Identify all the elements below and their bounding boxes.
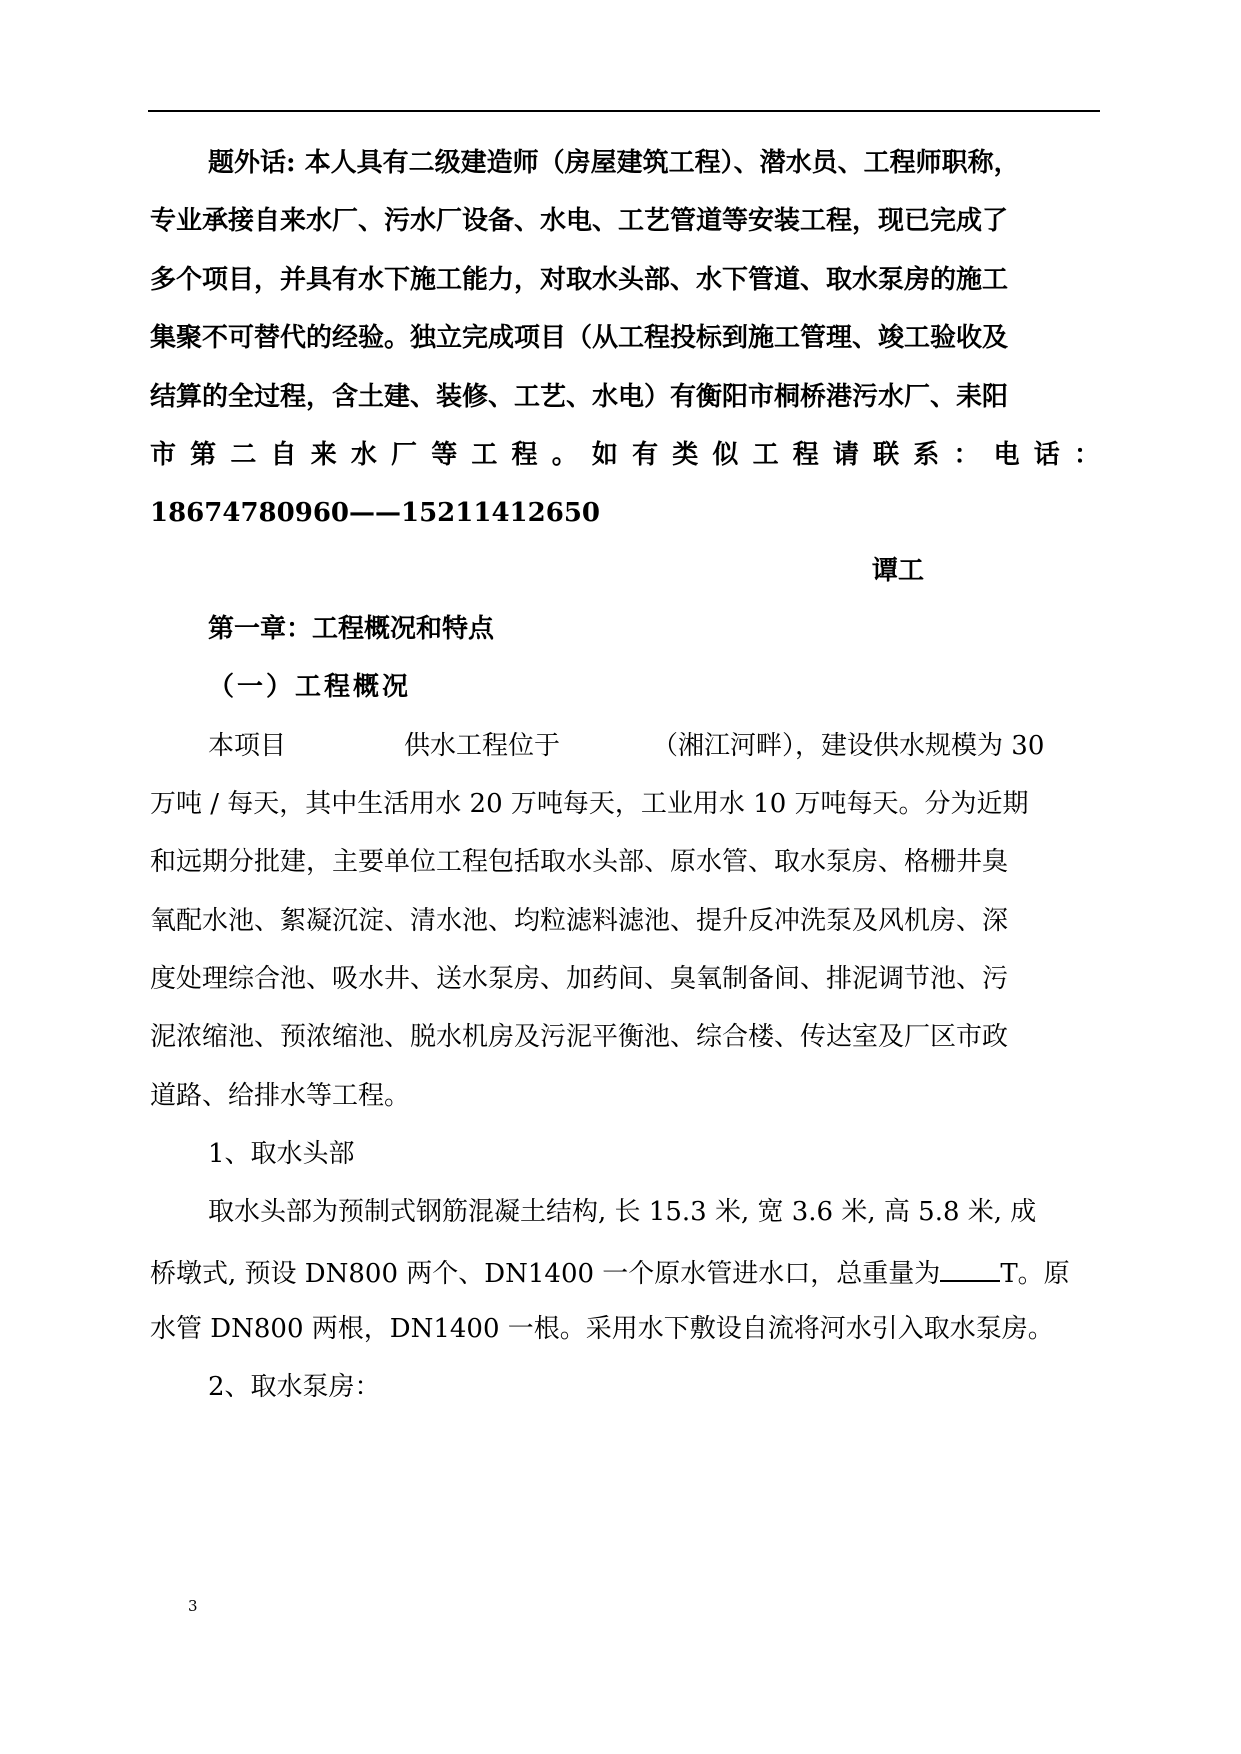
overview-line-2: 万吨 / 每天，其中生活用水 20 万吨每天，工业用水 10 万吨每天。分为近期 [150,789,1029,819]
overview-line-6: 泥浓缩池、预浓缩池、脱水机房及污泥平衡池、综合楼、传达室及厂区市政 [150,1022,1009,1052]
spread-char: 。 [551,440,578,470]
spread-char: 第 [190,440,217,470]
spread-char: 似 [712,440,739,470]
spread-char: 自 [270,440,297,470]
spread-char: 有 [632,440,659,470]
note-line-5: 结算的全过程，含土建、装修、工艺、水电）有衡阳市桐桥港污水厂、耒阳 [150,382,1009,412]
item1-line-2 [150,1254,1100,1291]
overview-line-4: 氧配水池、絮凝沉淀、清水池、均粒滤料滤池、提升反冲洗泵及风机房、深 [150,906,1009,936]
note-signature: 谭工 [872,556,925,586]
overview-line-1 [208,729,1100,763]
spread-char: 联 [873,440,900,470]
overview-line-1-b: 供水工程位于 [404,731,561,761]
spread-char: 电 [993,440,1020,470]
item1-title: 1、取水头部 [208,1139,355,1169]
overview-line-3: 和远期分批建，主要单位工程包括取水头部、原水管、取水泵房、格栅井臭 [150,847,1009,877]
spread-char: 类 [672,440,699,470]
spread-char: 工 [471,440,498,470]
item1-line-1: 取水头部为预制式钢筋混凝土结构, 长 15.3 米, 宽 3.6 米, 高 5.8 米, 成 [208,1197,1037,1227]
note-line-4: 集聚不可替代的经验。独立完成项目（从工程投标到施工管理、竣工验收及 [150,323,1009,353]
spread-char: 工 [752,440,779,470]
weight-blank [940,1254,1000,1282]
section-title: （一）工程概况 [208,672,412,702]
spread-char: 等 [431,440,458,470]
note-line-3: 多个项目，并具有水下施工能力，对取水头部、水下管道、取水泵房的施工 [150,265,1009,295]
item2-title: 2、取水泵房： [208,1372,381,1402]
spread-char: 程 [511,440,538,470]
note-line-1: 题外话: 本人具有二级建造师（房屋建筑工程）、潜水员、工程师职称， [208,148,1020,178]
chapter-title: 第一章：工程概况和特点 [208,614,495,644]
spread-char: 请 [832,440,859,470]
note-phones: 18674780960——15211412650 [150,498,600,528]
header-rule [148,110,1100,112]
spread-char: 市 [150,440,177,470]
item1-line-2-a: 桥墩式, 预设 DN800 两个、DN1400 一个原水管进水口，总重量为 [150,1259,941,1289]
spread-char: 厂 [391,440,418,470]
overview-line-5: 度处理综合池、吸水井、送水泵房、加药间、臭氧制备间、排泥调节池、污 [150,964,1009,994]
spread-char: 话 [1033,440,1060,470]
note-line-2: 专业承接自来水厂、污水厂设备、水电、工艺管道等安装工程，现已完成了 [150,206,1009,236]
overview-line-1-c: （湘江河畔），建设供水规模为 30 [652,731,1045,761]
spread-char: 如 [591,440,618,470]
spread-char: 水 [350,440,377,470]
spread-char: 来 [310,440,337,470]
spread-char: 二 [230,440,257,470]
page-number: 3 [188,1597,198,1615]
spread-char: 程 [792,440,819,470]
item1-line-3: 水管 DN800 两根，DN1400 一根。采用水下敷设自流将河水引入取水泵房。 [150,1314,1054,1344]
spread-char: ： [1073,440,1100,470]
overview-line-7: 道路、给排水等工程。 [150,1081,411,1111]
spread-char: 系 [913,440,940,470]
item1-line-2-b: T。原 [1000,1259,1070,1289]
note-line-6 [150,438,1100,472]
overview-line-1-a: 本项目 [208,731,287,761]
spread-char: ： [953,440,980,470]
